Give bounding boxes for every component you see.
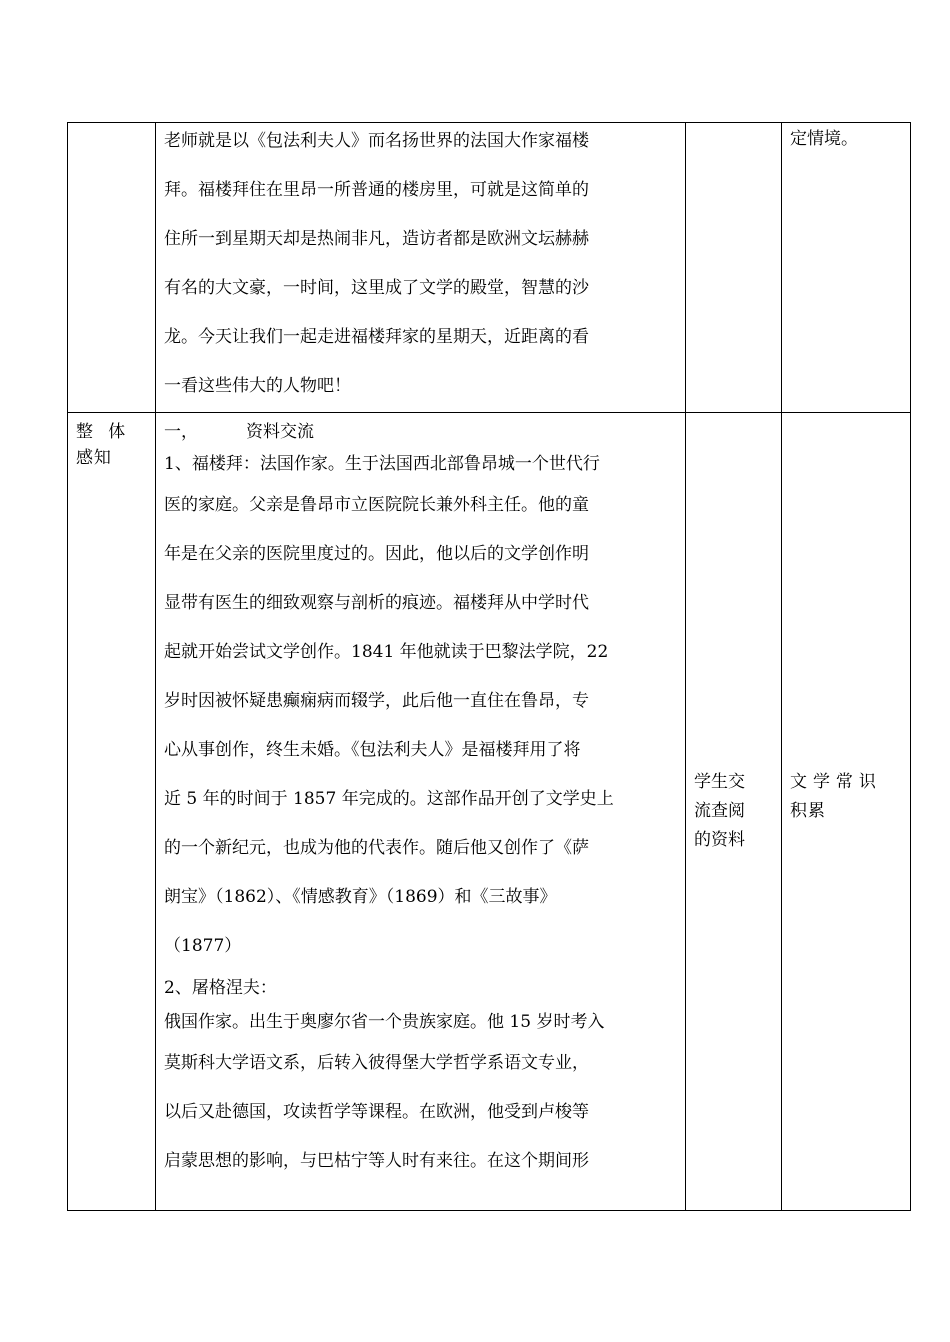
row2-label-line1: 整体 [76,422,141,442]
text-line: 朗宝》（1862）、《情感教育》（1869）和《三故事》 [164,887,557,907]
text-line: （1877） [164,936,242,956]
table-row [68,413,911,1211]
row2-content-cell [156,413,686,1211]
text-line: 老师就是以《包法利夫人》而名扬世界的法国大作家福楼 [164,131,589,151]
text-line: 住所一到星期天却是热闹非凡，造访者都是欧洲文坛赫赫 [164,229,589,249]
activity-line: 学生交 [694,772,745,792]
row2-goal [790,768,902,826]
text-line: 的一个新纪元，也成为他的代表作。随后他又创作了《萨 [164,838,589,858]
row2-label-cell [68,413,156,1211]
text-line: 启蒙思想的影响，与巴枯宁等人时有来往。在这个期间形 [164,1151,589,1171]
text-line: 龙。今天让我们一起走进福楼拜家的星期天，近距离的看 [164,327,589,347]
text-line: 近 5 年的时间于 1857 年完成的。这部作品开创了文学史上 [164,789,614,809]
text-line: 岁时因被怀疑患癫痫病而辍学，此后他一直住在鲁昂，专 [164,691,589,711]
activity-line: 的资料 [694,830,745,850]
text-line: 医的家庭。父亲是鲁昂市立医院院长兼外科主任。他的童 [164,495,589,515]
row1-label-cell [68,123,156,413]
text-line: 1、福楼拜：法国作家。生于法国西北部鲁昂城一个世代行 [164,454,600,474]
section-title: 资料交流 [246,422,314,442]
text-line: 有名的大文豪，一时间，这里成了文学的殿堂，智慧的沙 [164,278,589,298]
text-line: 一看这些伟大的人物吧！ [164,376,351,396]
row1-content-cell [156,123,686,413]
text-line: 显带有医生的细致观察与剖析的痕迹。福楼拜从中学时代 [164,593,589,613]
item-title: 2、屠格涅夫： [164,978,277,998]
goal-line: 积累 [790,800,826,821]
text-line: 心从事创作，终生未婚。《包法利夫人》是福楼拜用了将 [164,740,581,760]
row2-label-line2: 感知 [76,448,112,468]
text-line: 拜。福楼拜住在里昂一所普通的楼房里，可就是这简单的 [164,180,589,200]
row2-activity [694,768,773,855]
text-line: 俄国作家。出生于奥廖尔省一个贵族家庭。他 15 岁时考入 [164,1012,605,1032]
text-line: 莫斯科大学语文系，后转入彼得堡大学哲学系语文专业， [164,1053,589,1073]
text-line: 以后又赴德国，攻读哲学等课程。在欧洲，他受到卢梭等 [164,1102,589,1122]
section-heading [164,413,677,447]
activity-line: 流查阅 [694,801,745,821]
row2-activity-cell [686,413,782,1211]
text-line: 起就开始尝试文学创作。1841 年他就读于巴黎法学院，22 [164,642,609,662]
row2-goal-cell [782,413,911,1211]
row1-activity-cell [686,123,782,413]
goal-line: 文学常识 [790,771,882,792]
lesson-plan-table [67,122,911,1211]
row1-goal-cell [782,123,911,413]
text-line: 年是在父亲的医院里度过的。因此，他以后的文学创作明 [164,544,589,564]
table-row [68,123,911,413]
row1-goal: 定情境。 [790,129,858,149]
section-number: 一， [164,422,198,442]
